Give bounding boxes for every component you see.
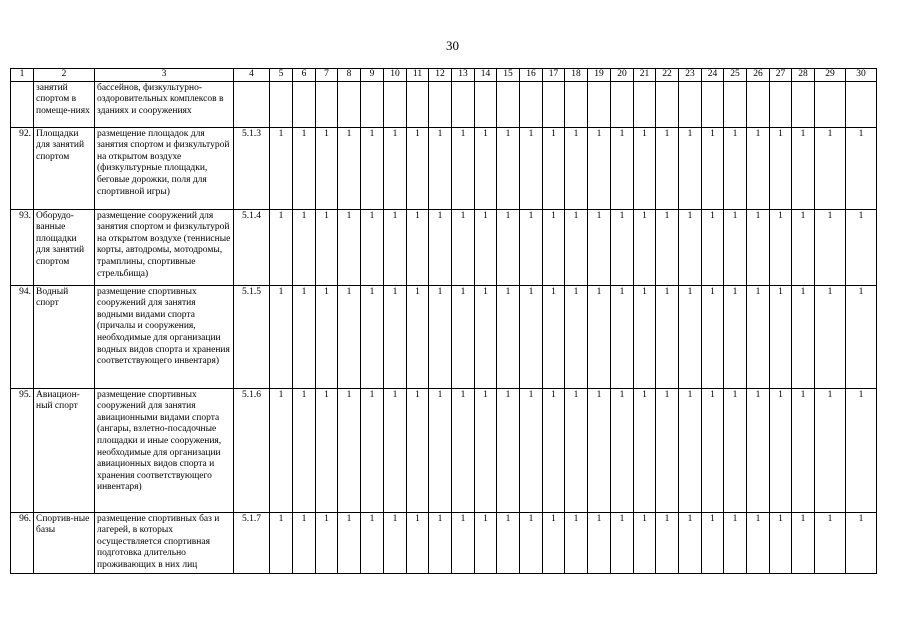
zone-value-cell: 1 <box>724 512 747 573</box>
zone-value-cell: 1 <box>497 209 520 285</box>
zone-value-cell: 1 <box>611 512 634 573</box>
zone-value-cell: 1 <box>270 285 293 388</box>
zone-value-cell: 1 <box>588 209 611 285</box>
zone-value-cell: 1 <box>361 285 384 388</box>
zone-value-cell: 1 <box>316 209 338 285</box>
zone-value-cell: 1 <box>747 285 770 388</box>
zone-value-cell: 1 <box>338 285 361 388</box>
zone-value-cell <box>656 81 679 127</box>
zone-value-cell: 1 <box>384 285 407 388</box>
zone-value-cell: 1 <box>475 388 497 512</box>
zone-value-cell: 1 <box>384 512 407 573</box>
use-code-cell: 5.1.7 <box>234 512 270 573</box>
zone-value-cell <box>475 81 497 127</box>
zone-value-cell: 1 <box>815 512 846 573</box>
column-number-cell: 26 <box>747 69 770 82</box>
row-number-cell: 93. <box>11 209 34 285</box>
zone-value-cell: 1 <box>770 285 792 388</box>
zone-value-cell <box>407 81 429 127</box>
column-number-cell: 21 <box>634 69 656 82</box>
zone-value-cell <box>429 81 452 127</box>
zone-value-cell: 1 <box>270 512 293 573</box>
zone-value-cell: 1 <box>611 209 634 285</box>
use-name-cell: Спортив-ные базы <box>34 512 95 573</box>
zone-value-cell <box>634 81 656 127</box>
column-number-cell: 9 <box>361 69 384 82</box>
zone-value-cell: 1 <box>475 512 497 573</box>
table-row <box>11 81 877 127</box>
use-description-cell: размещение сооружений для занятия спортом и физкультурой на открытом воздухе (теннисные корты, автодромы, мотодромы, трамплины, спортивные стрельбища) <box>95 209 234 285</box>
zone-value-cell: 1 <box>543 388 565 512</box>
zone-value-cell: 1 <box>316 388 338 512</box>
zone-value-cell <box>293 81 316 127</box>
zone-value-cell: 1 <box>815 127 846 209</box>
zone-value-cell <box>565 81 588 127</box>
zone-value-cell: 1 <box>588 388 611 512</box>
zone-value-cell: 1 <box>497 388 520 512</box>
zone-value-cell: 1 <box>679 512 702 573</box>
zone-value-cell: 1 <box>384 209 407 285</box>
zone-value-cell: 1 <box>475 285 497 388</box>
zone-value-cell: 1 <box>634 388 656 512</box>
zone-value-cell: 1 <box>747 209 770 285</box>
column-number-cell: 25 <box>724 69 747 82</box>
zone-value-cell: 1 <box>293 127 316 209</box>
zone-value-cell: 1 <box>316 127 338 209</box>
zone-value-cell: 1 <box>770 388 792 512</box>
zone-value-cell: 1 <box>316 285 338 388</box>
zone-value-cell: 1 <box>452 388 475 512</box>
column-number-row <box>11 69 877 82</box>
page-number: 30 <box>446 38 459 53</box>
zone-value-cell: 1 <box>361 388 384 512</box>
zone-value-cell: 1 <box>656 512 679 573</box>
zone-value-cell: 1 <box>634 209 656 285</box>
zone-value-cell <box>270 81 293 127</box>
zone-value-cell: 1 <box>792 127 815 209</box>
zone-value-cell: 1 <box>565 388 588 512</box>
zone-value-cell: 1 <box>770 209 792 285</box>
zone-value-cell: 1 <box>770 127 792 209</box>
zone-value-cell: 1 <box>846 388 877 512</box>
use-name-cell: Авиацион-ный спорт <box>34 388 95 512</box>
zone-value-cell: 1 <box>429 209 452 285</box>
zone-value-cell: 1 <box>293 285 316 388</box>
zone-value-cell: 1 <box>497 127 520 209</box>
zone-value-cell: 1 <box>429 512 452 573</box>
use-name-cell: Площадки для занятий спортом <box>34 127 95 209</box>
zone-value-cell: 1 <box>543 127 565 209</box>
column-number-cell: 16 <box>520 69 543 82</box>
zone-value-cell: 1 <box>792 209 815 285</box>
zone-value-cell <box>792 81 815 127</box>
zone-value-cell: 1 <box>384 127 407 209</box>
zone-value-cell <box>702 81 724 127</box>
use-description-cell: размещение спортивных сооружений для занятия авиационными видами спорта (ангары, взлетно-посадочные площадки и иные сооружения, необходимые для организации авиационных видов спорта и хранения соответствующего инвентаря) <box>95 388 234 512</box>
zone-value-cell: 1 <box>293 512 316 573</box>
zone-value-cell: 1 <box>338 512 361 573</box>
zone-value-cell: 1 <box>656 209 679 285</box>
zone-value-cell: 1 <box>407 127 429 209</box>
zone-value-cell: 1 <box>520 285 543 388</box>
zone-value-cell: 1 <box>679 209 702 285</box>
zone-value-cell: 1 <box>724 209 747 285</box>
use-description-cell: размещение спортивных сооружений для занятия водными видами спорта (причалы и сооружения, необходимые для организации водных видов спорта и хранения соответствующего инвентаря) <box>95 285 234 388</box>
zone-value-cell <box>770 81 792 127</box>
zone-value-cell <box>384 81 407 127</box>
column-number-cell: 20 <box>611 69 634 82</box>
zone-value-cell: 1 <box>724 127 747 209</box>
column-number-cell: 10 <box>384 69 407 82</box>
zone-value-cell: 1 <box>724 388 747 512</box>
zone-value-cell: 1 <box>815 285 846 388</box>
zone-value-cell: 1 <box>846 127 877 209</box>
zone-value-cell: 1 <box>747 512 770 573</box>
zone-value-cell: 1 <box>702 127 724 209</box>
column-number-cell: 6 <box>293 69 316 82</box>
zone-value-cell: 1 <box>270 209 293 285</box>
zone-value-cell: 1 <box>611 388 634 512</box>
zone-value-cell <box>846 81 877 127</box>
table-row <box>11 388 877 512</box>
use-description-cell: размещение площадок для занятия спортом и физкультурой на открытом воздухе (физкультурные площадки, беговые дорожки, поля для спортивной игры) <box>95 127 234 209</box>
column-number-cell: 27 <box>770 69 792 82</box>
zone-value-cell <box>611 81 634 127</box>
zone-value-cell: 1 <box>815 388 846 512</box>
column-number-cell: 23 <box>679 69 702 82</box>
column-number-cell: 22 <box>656 69 679 82</box>
zone-value-cell <box>724 81 747 127</box>
zone-value-cell <box>588 81 611 127</box>
zone-value-cell: 1 <box>361 512 384 573</box>
zone-value-cell: 1 <box>497 512 520 573</box>
zone-value-cell: 1 <box>293 209 316 285</box>
zone-value-cell <box>747 81 770 127</box>
zone-value-cell: 1 <box>452 285 475 388</box>
use-name-cell: Водный спорт <box>34 285 95 388</box>
zone-value-cell: 1 <box>702 209 724 285</box>
column-number-cell: 7 <box>316 69 338 82</box>
zone-value-cell: 1 <box>679 285 702 388</box>
zone-value-cell: 1 <box>543 285 565 388</box>
zone-value-cell: 1 <box>407 388 429 512</box>
zone-value-cell: 1 <box>475 209 497 285</box>
zone-value-cell <box>338 81 361 127</box>
column-number-cell: 1 <box>11 69 34 82</box>
zone-value-cell: 1 <box>452 512 475 573</box>
use-code-cell: 5.1.6 <box>234 388 270 512</box>
zone-value-cell <box>452 81 475 127</box>
zone-value-cell: 1 <box>634 285 656 388</box>
zone-value-cell: 1 <box>656 127 679 209</box>
use-name-cell: занятий спортом в помеще-ниях <box>34 81 95 127</box>
zone-value-cell: 1 <box>846 209 877 285</box>
zone-value-cell: 1 <box>565 512 588 573</box>
column-number-cell: 2 <box>34 69 95 82</box>
zone-value-cell: 1 <box>792 388 815 512</box>
zone-value-cell <box>520 81 543 127</box>
zone-value-cell: 1 <box>634 512 656 573</box>
zone-value-cell: 1 <box>565 209 588 285</box>
zone-value-cell: 1 <box>543 512 565 573</box>
zone-value-cell: 1 <box>361 127 384 209</box>
zone-value-cell: 1 <box>634 127 656 209</box>
zone-value-cell: 1 <box>679 127 702 209</box>
zone-value-cell: 1 <box>747 127 770 209</box>
table-row <box>11 127 877 209</box>
use-code-cell: 5.1.5 <box>234 285 270 388</box>
column-number-cell: 11 <box>407 69 429 82</box>
zone-value-cell: 1 <box>338 127 361 209</box>
zone-value-cell <box>543 81 565 127</box>
zone-value-cell: 1 <box>543 209 565 285</box>
zone-value-cell: 1 <box>588 285 611 388</box>
use-description-cell: бассейнов, физкультурно-оздоровительных комплексов в зданиях и сооружениях <box>95 81 234 127</box>
zone-value-cell: 1 <box>588 512 611 573</box>
zone-value-cell: 1 <box>520 512 543 573</box>
zone-value-cell <box>815 81 846 127</box>
zone-value-cell: 1 <box>815 209 846 285</box>
zone-value-cell: 1 <box>429 388 452 512</box>
row-number-cell: 95. <box>11 388 34 512</box>
zone-value-cell: 1 <box>792 512 815 573</box>
table-row <box>11 512 877 573</box>
column-number-cell: 8 <box>338 69 361 82</box>
column-number-cell: 15 <box>497 69 520 82</box>
zone-value-cell: 1 <box>338 388 361 512</box>
zone-value-cell: 1 <box>656 285 679 388</box>
zone-value-cell: 1 <box>270 388 293 512</box>
use-name-cell: Оборудо-ванные площадки для занятий спортом <box>34 209 95 285</box>
zone-value-cell: 1 <box>429 127 452 209</box>
use-code-cell <box>234 81 270 127</box>
row-number-cell: 96. <box>11 512 34 573</box>
zone-value-cell: 1 <box>293 388 316 512</box>
zone-value-cell: 1 <box>407 209 429 285</box>
zone-value-cell <box>316 81 338 127</box>
zone-value-cell: 1 <box>588 127 611 209</box>
zone-value-cell: 1 <box>702 285 724 388</box>
zone-value-cell: 1 <box>338 209 361 285</box>
zone-value-cell: 1 <box>565 127 588 209</box>
zone-value-cell <box>361 81 384 127</box>
row-number-cell <box>11 81 34 127</box>
land-use-table <box>10 68 877 574</box>
zone-value-cell: 1 <box>361 209 384 285</box>
zone-value-cell: 1 <box>846 285 877 388</box>
zone-value-cell: 1 <box>407 512 429 573</box>
column-number-cell: 17 <box>543 69 565 82</box>
use-description-cell: размещение спортивных баз и лагерей, в которых осуществляется спортивная подготовка длительно проживающих в них лиц <box>95 512 234 573</box>
zone-value-cell: 1 <box>520 127 543 209</box>
zone-value-cell: 1 <box>270 127 293 209</box>
zone-value-cell: 1 <box>497 285 520 388</box>
column-number-cell: 14 <box>475 69 497 82</box>
row-number-cell: 92. <box>11 127 34 209</box>
column-number-cell: 30 <box>846 69 877 82</box>
column-number-cell: 3 <box>95 69 234 82</box>
zone-value-cell: 1 <box>565 285 588 388</box>
zone-value-cell: 1 <box>520 388 543 512</box>
zone-value-cell: 1 <box>679 388 702 512</box>
zone-value-cell: 1 <box>702 512 724 573</box>
column-number-cell: 29 <box>815 69 846 82</box>
column-number-cell: 5 <box>270 69 293 82</box>
zone-value-cell: 1 <box>407 285 429 388</box>
zone-value-cell: 1 <box>520 209 543 285</box>
zone-value-cell: 1 <box>316 512 338 573</box>
zone-value-cell: 1 <box>452 127 475 209</box>
column-number-cell: 28 <box>792 69 815 82</box>
column-number-cell: 4 <box>234 69 270 82</box>
table-row <box>11 285 877 388</box>
zone-value-cell: 1 <box>429 285 452 388</box>
zone-value-cell <box>497 81 520 127</box>
zone-value-cell: 1 <box>475 127 497 209</box>
row-number-cell: 94. <box>11 285 34 388</box>
zone-value-cell: 1 <box>611 285 634 388</box>
zone-value-cell: 1 <box>702 388 724 512</box>
use-code-cell: 5.1.3 <box>234 127 270 209</box>
column-number-cell: 19 <box>588 69 611 82</box>
zone-value-cell <box>679 81 702 127</box>
column-number-cell: 24 <box>702 69 724 82</box>
zone-value-cell: 1 <box>770 512 792 573</box>
zone-value-cell: 1 <box>384 388 407 512</box>
column-number-cell: 18 <box>565 69 588 82</box>
use-code-cell: 5.1.4 <box>234 209 270 285</box>
column-number-cell: 13 <box>452 69 475 82</box>
column-number-cell: 12 <box>429 69 452 82</box>
zone-value-cell: 1 <box>724 285 747 388</box>
zone-value-cell: 1 <box>452 209 475 285</box>
zone-value-cell: 1 <box>747 388 770 512</box>
zone-value-cell: 1 <box>611 127 634 209</box>
zone-value-cell: 1 <box>656 388 679 512</box>
table-row <box>11 209 877 285</box>
zone-value-cell: 1 <box>792 285 815 388</box>
zone-value-cell: 1 <box>846 512 877 573</box>
